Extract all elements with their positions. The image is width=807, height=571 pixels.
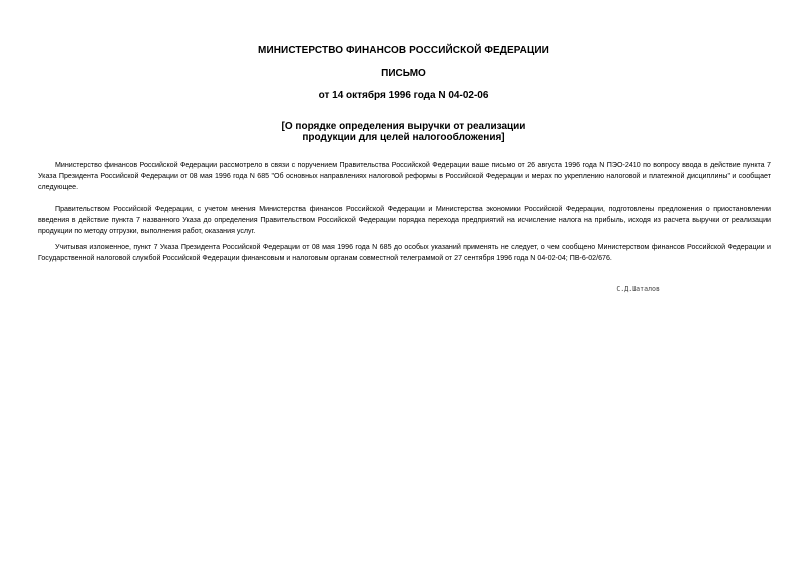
document-type: ПИСЬМО	[381, 68, 426, 79]
body-paragraph-3: Учитывая изложенное, пункт 7 Указа Президента Российской Федерации от 08 мая 1996 года N 685 до особых указаний применять не следует, о чем сообщено Министерством финансов Российской Федерации и Государственной налоговой службой Российской Федерации финансовым и налоговым органам совместной телеграммой от 27 сентября 1996 года N 04-02-04; ПВ-6-02/676.	[38, 243, 771, 263]
document-subject	[0, 121, 807, 143]
body-paragraph-1: Министерство финансов Российской Федерации рассмотрело в связи с поручением Правительства Российской Федерации ваше письмо от 26 августа 1996 года N ПЭО-2410 по вопросу ввода в действие пункта 7 Указа Президента Российской Федерации от 08 мая 1996 года N 685 "Об основных направлениях налоговой реформы в Российской Федерации и мерах по укреплению налоговой и платежной дисциплины" и сообщает следующее.	[38, 161, 771, 192]
subject-line-2: продукции для целей налогообложения]	[302, 132, 505, 143]
body-paragraph-2: Правительством Российской Федерации, с учетом мнения Министерства финансов Российской Федерации и Министерства экономики Российской Федерации, подготовлены предложения о приостановлении введения в действие пункта 7 названного Указа до определения Правительством Российской Федерации порядка перехода предприятий на исчисление налога на прибыль, исходя из расчета выручки от реализации продукции по методу отгрузки, выполнения работ, оказания услуг.	[38, 205, 771, 236]
ministry-heading: МИНИСТЕРСТВО ФИНАНСОВ РОССИЙСКОЙ ФЕДЕРАЦИИ	[258, 45, 549, 56]
signature: С.Д.Шаталов	[616, 285, 660, 293]
subject-line-1: [О порядке определения выручки от реализации	[281, 121, 526, 132]
document-date: от 14 октября 1996 года N 04-02-06	[318, 90, 489, 101]
